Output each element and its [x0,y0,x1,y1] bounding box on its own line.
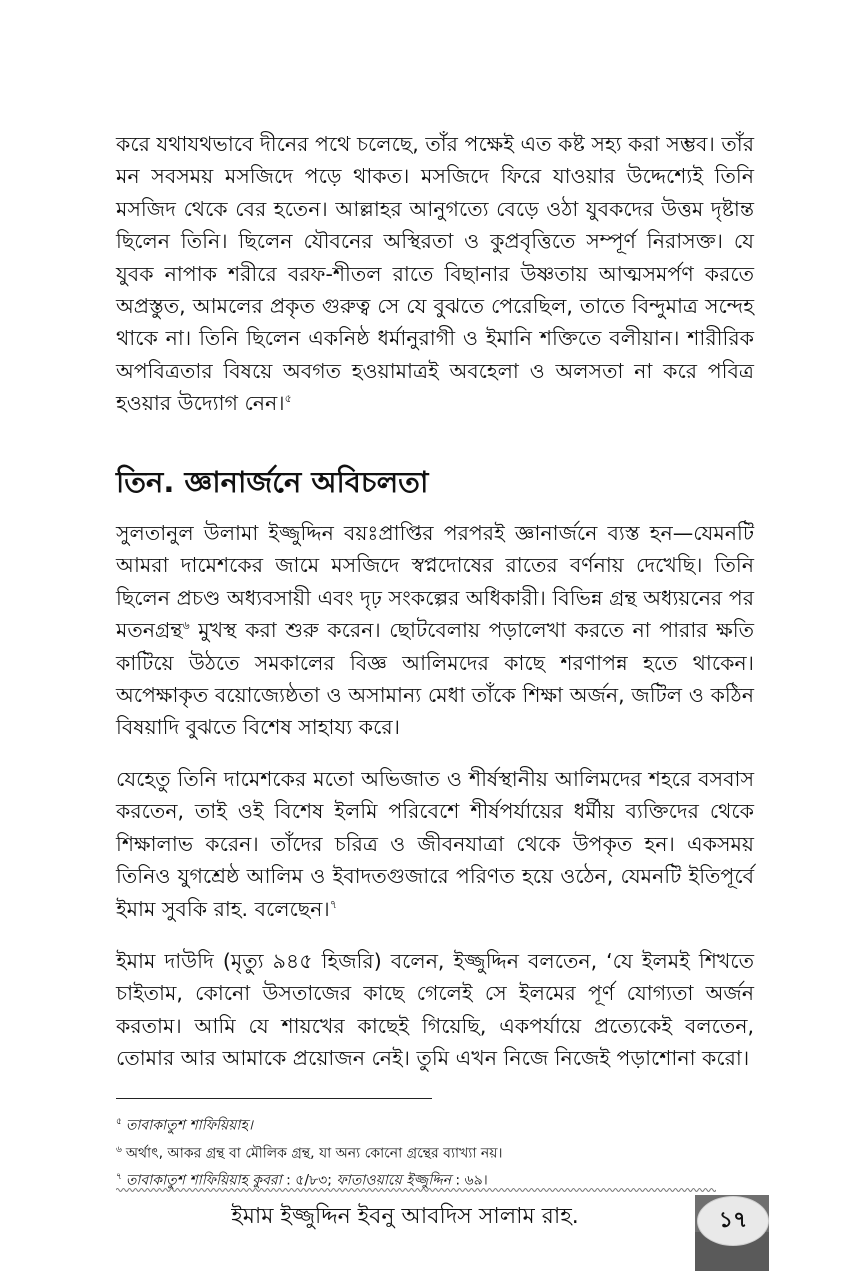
footnote-ref-7[interactable]: ৭ [329,897,337,911]
footnote-ref-5[interactable]: ৫ [284,392,292,406]
footnote-6 [116,1138,756,1166]
footnote-text-2: : ৬৯। [450,1172,488,1189]
footnote-number: ৫ [116,1117,122,1127]
footnote-text: অর্থাৎ, আকর গ্রন্থ বা মৌলিক গ্রন্থ, যা অন্য কোনো গ্রন্থের ব্যাখ্যা নয়। [125,1145,503,1162]
paragraph-2-text-b: মুখস্থ করা শুরু করেন। ছোটবেলায় পড়ালেখা করতে না পারার ক্ষতি কাটিয়ে উঠতে সমকালের বিজ্ঞ আলিমদের কাছে শরণাপন্ন হতে থাকেন। অপেক্ষাকৃত বয়োজ্যেষ্ঠতা ও অসামান্য মেধা তাঁকে শিক্ষা অর্জন, জটিল ও কঠিন বিষয়াদি বুঝতে বিশেষ সাহায্য করে। [116,618,754,740]
page-number: ১৭ [697,1196,769,1246]
paragraph-2 [116,517,754,744]
paragraph-3-text: যেহেতু তিনি দামেশকের মতো অভিজাত ও শীর্ষস্থানীয় আলিমদের শহরে বসবাস করতেন, তাই ওই বিশেষ ইলমি পরিবেশে শীর্ষপর্যায়ের ধর্মীয় ব্যক্তিদের থেকে শিক্ষালাভ করেন। তাঁদের চরিত্র ও জীবনযাত্রা থেকে উপকৃত হন। একসময় তিনিও যুগশ্রেষ্ঠ আলিম ও ইবাদতগুজারে পরিণত হয়ে ওঠেন, যেমনটি ইতিপূর্বে ইমাম সুবকি রাহ. বলেছেন। [116,767,754,921]
running-title: ইমাম ইজ্জুদ্দিন ইবনু আবদিস সালাম রাহ. [231,1204,579,1229]
paragraph-1-text: করে যথাযথভাবে দীনের পথে চলেছে, তাঁর পক্ষেই এত কষ্ট সহ্য করা সম্ভব। তাঁর মন সবসময় মসজিদে পড়ে থাকত। মসজিদে ফিরে যাওয়ার উদ্দেশ্যেই তিনি মসজিদ থেকে বের হতেন। আল্লাহর আনুগত্যে বেড়ে ওঠা যুবকদের উত্তম দৃষ্টান্ত ছিলেন তিনি। ছিলেন যৌবনের অস্থিরতা ও কুপ্রবৃত্তিতে সম্পূর্ণ নিরাসক্ত। যে যুবক নাপাক শরীরে বরফ-শীতল রাতে বিছানার উষ্ণতায় আত্মসমর্পণ করতে অপ্রস্তুত, আমলের প্রকৃত গুরুত্ব সে যে বুঝতে পেরেছিল, তাতে বিন্দুমাত্র সন্দেহ থাকে না। তিনি ছিলেন একনিষ্ঠ ধর্মানুরাগী ও ইমানি শক্তিতে বলীয়ান। শারীরিক অপবিত্রতার বিষয়ে অবগত হওয়ামাত্রই অবহেলা ও অলসতা না করে পবিত্র হওয়ার উদ্যোগ নেন। [116,132,754,416]
paragraph-4: ইমাম দাউদি (মৃত্যু ৯৪৫ হিজরি) বলেন, ইজ্জুদ্দিন বলতেন, ‘যে ইলমই শিখতে চাইতাম, কোনো উসতাজের কাছে গেলেই সে ইলমের পূর্ণ যোগ্যতা অর্জন করতাম। আমি যে শায়খের কাছেই গিয়েছি, একপর্যায়ে প্রত্যেকেই বলতেন, তোমার আর আমাকে প্রয়োজন নেই। তুমি এখন নিজে নিজেই পড়াশোনা করো। [116,949,754,1071]
footnote-divider [116,1098,432,1099]
section-heading: তিন. জ্ঞানার্জনে অবিচলতা [116,465,429,499]
footnote-text: : ৫/৮৩; [281,1172,337,1189]
paragraph-2-text-a: সুলতানুল উলামা ইজ্জুদ্দিন বয়ঃপ্রাপ্তির পরপরই জ্ঞানার্জনে ব্যস্ত হন—যেমনটি আমরা দামেশকের জামে মসজিদে স্বপ্নদোষের রাতের বর্ণনায় দেখেছি। তিনি ছিলেন প্রচণ্ড অধ্যবসায়ী এবং দৃঢ় সংকল্পের অধিকারী। বিভিন্ন গ্রন্থ অধ্যয়নের পর মতনগ্রন্থ [116,521,754,643]
footnote-citation: তাবাকাতুশ শাফিয়িয়াহ কুবরা [125,1172,282,1189]
footnote-citation-2: ফাতাওয়ায়ে ইজ্জুদ্দিন [336,1172,451,1189]
paragraph-1 [116,128,754,420]
footer-wave-divider [116,1186,716,1194]
footnote-number: ৭ [116,1172,122,1183]
footnotes [116,1110,756,1193]
footnote-ref-6[interactable]: ৬ [182,619,190,633]
footnote-citation: তাবাকাতুশ শাফিয়িয়াহ। [125,1117,253,1134]
footnote-number: ৬ [116,1144,122,1155]
footnote-5 [116,1110,756,1138]
paragraph-3 [116,763,754,925]
